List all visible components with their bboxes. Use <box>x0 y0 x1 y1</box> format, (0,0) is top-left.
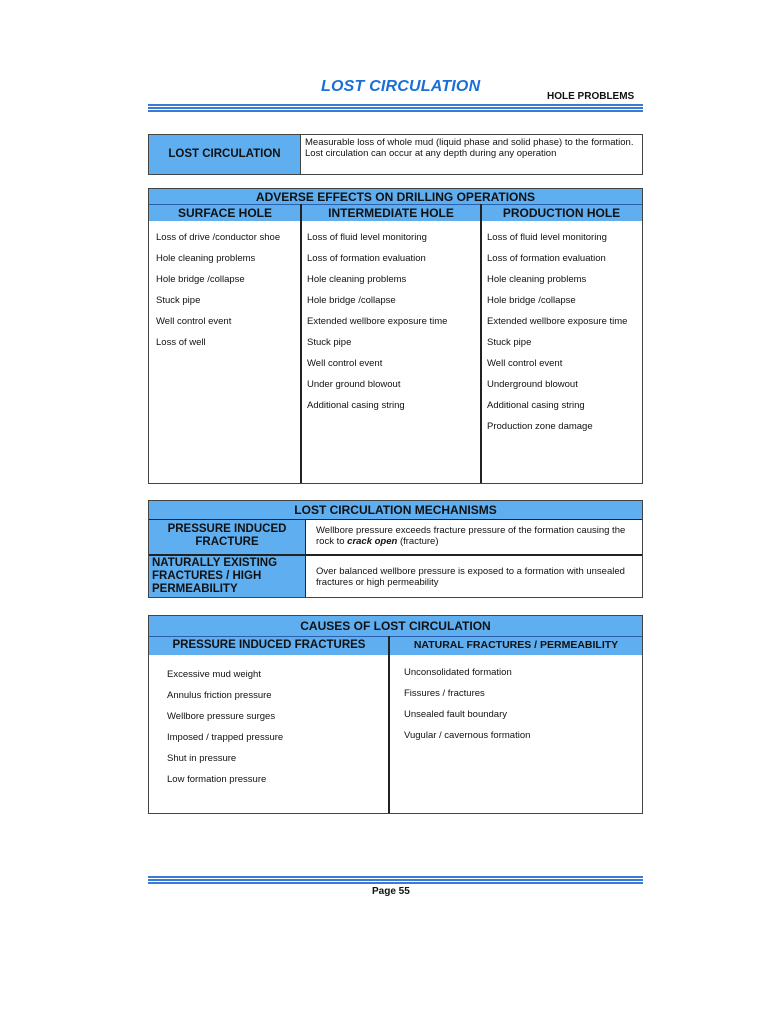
definition-box <box>148 134 643 175</box>
column-heading: PRESSURE INDUCED FRACTURES <box>172 639 366 651</box>
intermediate-hole-list <box>307 232 477 421</box>
mechanisms-header <box>149 501 642 519</box>
mechanism-emphasis: crack open <box>347 536 398 547</box>
footer-rule <box>148 876 643 885</box>
column-heading: SURFACE HOLE <box>177 206 272 220</box>
list-item: Vugular / cavernous formation <box>404 730 531 741</box>
list-item: Annulus friction pressure <box>167 690 272 701</box>
mechanism-description <box>316 525 636 547</box>
list-item: Imposed / trapped pressure <box>167 732 284 743</box>
list-item: Hole bridge /collapse <box>487 295 576 306</box>
column-heading: NATURAL FRACTURES / PERMEABILITY <box>413 639 619 651</box>
list-item: Hole cleaning problems <box>156 253 256 264</box>
list-item: Loss of fluid level monitoring <box>307 232 427 243</box>
divider <box>300 204 302 483</box>
list-item: Hole cleaning problems <box>307 274 407 285</box>
list-item: Fissures / fractures <box>404 688 485 699</box>
mechanism-label: PRESSURE INDUCED FRACTURE <box>167 523 287 548</box>
surface-hole-list <box>156 232 294 358</box>
divider <box>149 554 642 556</box>
divider <box>388 636 390 813</box>
list-item: Well control event <box>156 316 232 327</box>
list-item: Stuck pipe <box>487 337 532 348</box>
list-item: Loss of formation evaluation <box>307 253 426 264</box>
production-hole-list <box>487 232 635 442</box>
section-label: HOLE PROBLEMS <box>547 91 635 102</box>
list-item: Excessive mud weight <box>167 669 261 680</box>
column-heading: INTERMEDIATE HOLE <box>328 206 454 220</box>
causes-title: CAUSES OF LOST CIRCULATION <box>300 619 491 633</box>
divider <box>480 204 482 483</box>
list-item: Unsealed fault boundary <box>404 709 507 720</box>
causes-table <box>148 615 643 814</box>
list-item: Under ground blowout <box>307 379 401 390</box>
mechanisms-title: LOST CIRCULATION MECHANISMS <box>294 503 497 517</box>
list-item: Stuck pipe <box>156 295 201 306</box>
column-heading: PRODUCTION HOLE <box>502 206 621 220</box>
divider <box>149 204 642 205</box>
pressure-induced-list <box>167 669 382 795</box>
list-item: Additional casing string <box>487 400 585 411</box>
list-item: Loss of fluid level monitoring <box>487 232 607 243</box>
natural-fractures-list <box>404 667 634 751</box>
header-rule <box>148 104 643 113</box>
list-item: Hole bridge /collapse <box>307 295 396 306</box>
list-item: Unconsolidated formation <box>404 667 512 678</box>
list-item: Low formation pressure <box>167 774 267 785</box>
list-item: Well control event <box>307 358 383 369</box>
list-item: Hole bridge /collapse <box>156 274 245 285</box>
list-item: Loss of formation evaluation <box>487 253 606 264</box>
definition-text: Measurable loss of whole mud (liquid phase and solid phase) to the formation. Lost circulation can occur at any depth during any operation <box>305 137 634 159</box>
list-item: Extended wellbore exposure time <box>487 316 628 327</box>
divider <box>305 519 306 597</box>
list-item: Hole cleaning problems <box>487 274 587 285</box>
list-item: Underground blowout <box>487 379 578 390</box>
list-item: Shut in pressure <box>167 753 237 764</box>
mechanism-text: (fracture) <box>397 536 439 547</box>
list-item: Extended wellbore exposure time <box>307 316 448 327</box>
definition-term-cell <box>149 135 301 174</box>
list-item: Loss of well <box>156 337 206 348</box>
page-number: Page 55 <box>372 886 410 897</box>
list-item: Well control event <box>487 358 563 369</box>
mechanism-label: NATURALLY EXISTING FRACTURES / HIGH PERMEABILITY <box>152 557 278 595</box>
definition-term: LOST CIRCULATION <box>168 148 281 160</box>
list-item: Additional casing string <box>307 400 405 411</box>
list-item: Loss of drive /conductor shoe <box>156 232 281 243</box>
mechanisms-table <box>148 500 643 598</box>
divider <box>149 636 642 637</box>
adverse-effects-table <box>148 188 643 484</box>
list-item: Wellbore pressure surges <box>167 711 276 722</box>
adverse-title: ADVERSE EFFECTS ON DRILLING OPERATIONS <box>255 190 536 204</box>
mechanism-text: Wellbore pressure exceeds fracture pressure of the formation causing the rock to <box>316 525 626 547</box>
list-item: Production zone damage <box>487 421 593 432</box>
list-item: Stuck pipe <box>307 337 352 348</box>
divider <box>149 519 642 520</box>
mechanism-description: Over balanced wellbore pressure is exposed to a formation with unsealed fractures or high permeability <box>316 566 625 588</box>
page-title: LOST CIRCULATION <box>321 78 481 95</box>
